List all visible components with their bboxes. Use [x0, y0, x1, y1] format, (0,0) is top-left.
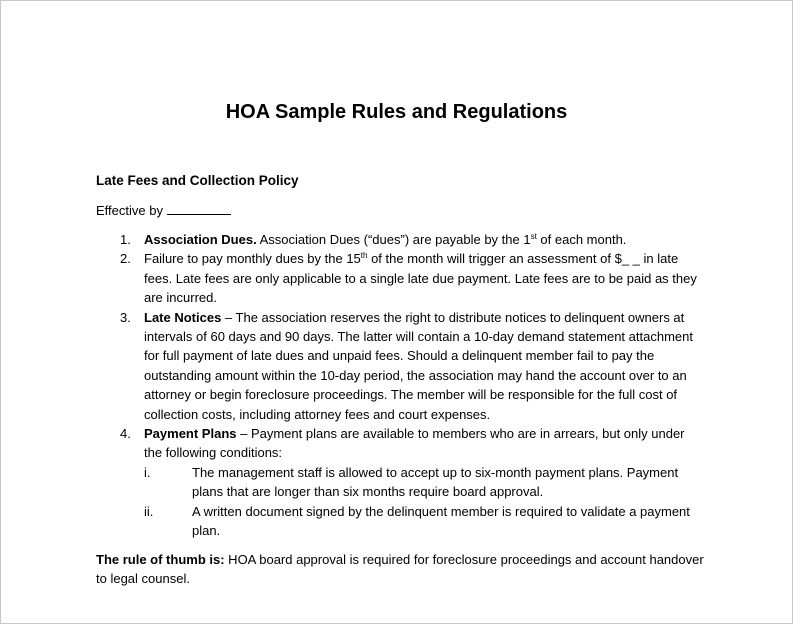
- list-number: 3.: [120, 309, 131, 325]
- sub-list-number: ii.: [144, 503, 154, 519]
- item-text: of each month.: [536, 232, 627, 247]
- item-superscript: th: [360, 251, 368, 261]
- rule-of-thumb: [96, 550, 706, 589]
- list-item: [96, 308, 706, 424]
- list-number: 2.: [120, 251, 131, 267]
- list-item: [96, 424, 706, 463]
- rule-of-thumb-text: HOA board approval is required for foreclosure proceedings and account handover to legal counsel.: [96, 552, 704, 587]
- effective-date-line: [96, 202, 231, 219]
- policy-list: [96, 230, 706, 541]
- item-superscript: st: [530, 232, 537, 241]
- item-text: Failure to pay monthly dues by the 15: [144, 251, 361, 267]
- list-item: [96, 249, 706, 307]
- document-title: HOA Sample Rules and Regulations: [225, 101, 568, 123]
- item-text: of the month will trigger an assessment of $_ _ in late fees. Late fees are only applicable to a single late due payment. Late fees are to be paid as they are incurred.: [144, 251, 697, 306]
- sub-item-text: The management staff is allowed to accept up to six-month payment plans. Payment plans that are longer than six months require board approval.: [192, 464, 679, 500]
- sub-item-text: A written document signed by the delinquent member is required to validate a payment plan.: [192, 503, 690, 539]
- item-bold-text: Late Notices: [144, 309, 222, 325]
- effective-label: Effective by: [96, 203, 163, 218]
- list-number: 1.: [120, 232, 131, 247]
- sub-list-item: [96, 463, 706, 502]
- section-heading: Late Fees and Collection Policy: [96, 173, 299, 188]
- effective-date-blank: [167, 203, 231, 215]
- item-bold-text: Payment Plans: [144, 426, 237, 442]
- list-number: 4.: [120, 426, 131, 442]
- sub-list-item: [96, 502, 706, 541]
- item-text: Association Dues (“dues”) are payable by the 1: [256, 232, 531, 247]
- item-text: – The association reserves the right to distribute notices to delinquent owners at intervals of 60 days and 90 days. The latter will contain a 10-day demand statement attachment for full payment of late dues and unpaid fees. Should a delinquent member fail to pay the outstanding amount within the 10-day period, the association may hand the account over to an attorney or begin foreclosure proceedings. The member will be responsible for the full cost of collection costs, including attorney fees and court expenses.: [144, 309, 693, 422]
- rule-of-thumb-label: The rule of thumb is:: [96, 552, 225, 567]
- list-item: [96, 230, 706, 249]
- item-text: – Payment plans are available to members who are in arrears, but only under the following conditions:: [144, 426, 685, 461]
- item-bold-text: Association Dues.: [144, 232, 257, 247]
- sub-list-number: i.: [144, 464, 151, 480]
